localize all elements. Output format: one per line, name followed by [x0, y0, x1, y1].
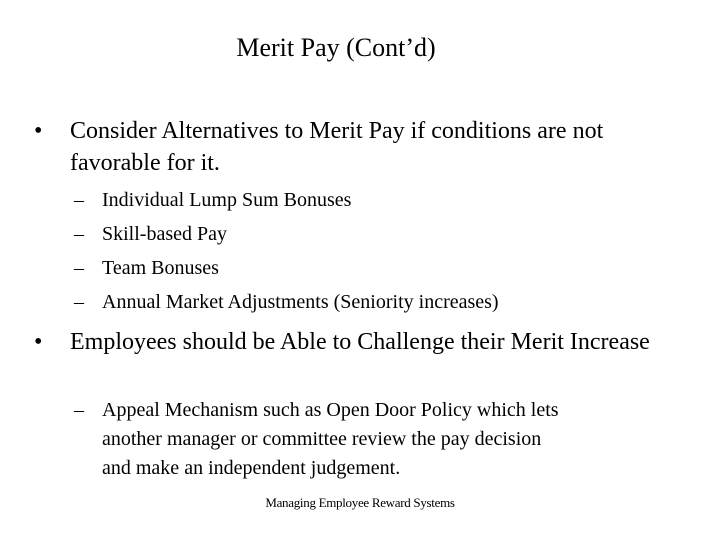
sub-bullet-text: Annual Market Adjustments (Seniority increases): [102, 291, 499, 313]
bullet-marker: •: [34, 329, 43, 355]
sub-bullet-line: Appeal Mechanism such as Open Door Policy which lets: [102, 399, 559, 421]
sub-bullet-marker: –: [74, 223, 84, 245]
sub-bullet-marker: –: [74, 291, 84, 313]
bullet-marker: •: [34, 118, 43, 144]
sub-bullet-text: [102, 396, 672, 483]
sub-bullet-text: Skill-based Pay: [102, 223, 227, 245]
sub-bullet-text: Individual Lump Sum Bonuses: [102, 189, 352, 211]
sub-bullet-line: another manager or committee review the pay decision: [102, 428, 542, 450]
slide-title: Merit Pay (Cont’d): [236, 33, 436, 62]
sub-bullet-text: Team Bonuses: [102, 257, 219, 279]
slide-footer: Managing Employee Reward Systems: [265, 495, 455, 510]
sub-bullet-marker: –: [74, 257, 84, 279]
sub-bullet-marker: –: [74, 399, 84, 421]
sub-bullet-line: and make an independent judgement.: [102, 457, 401, 479]
sub-bullet-marker: –: [74, 189, 84, 211]
bullet-text: Employees should be Able to Challenge their Merit Increase: [70, 329, 650, 355]
bullet-text: Consider Alternatives to Merit Pay if conditions are not favorable for it.: [70, 118, 604, 176]
